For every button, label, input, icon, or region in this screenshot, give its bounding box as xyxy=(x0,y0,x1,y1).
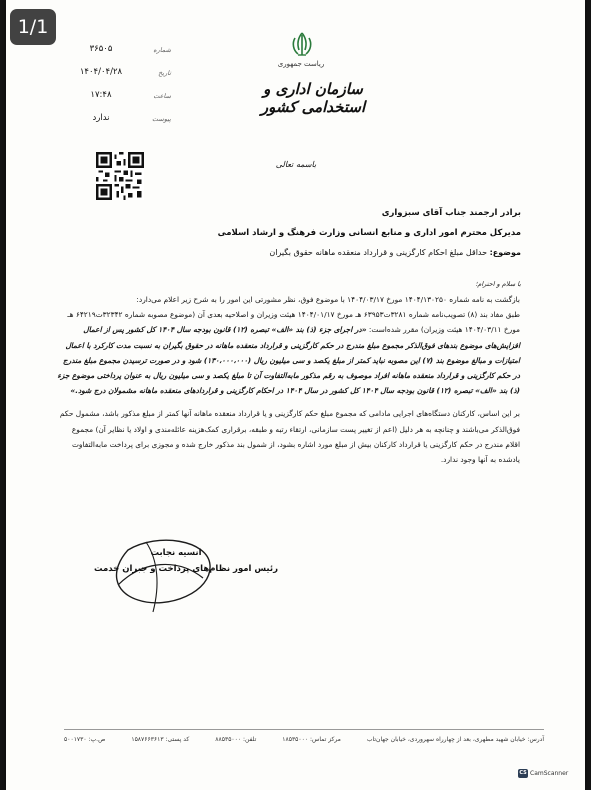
recipient-name: برادر ارجمند جناب آقای سبزواری xyxy=(381,208,521,218)
footer-address: آدرس: خیابان شهید مطهری، بعد از چهارراه سهروردی، خیابان جهان‌تاب xyxy=(366,736,544,743)
letter-attachment-label: پیوست xyxy=(152,115,171,123)
meta-attachment-row xyxy=(66,113,171,136)
organization-name: سازمان اداری و استخدامی کشور xyxy=(260,80,366,116)
footer-postal: کد پستی: ۱۵۸۷۶۶۳۶۱۳ xyxy=(131,736,190,743)
document-page xyxy=(6,0,585,790)
footer-center: مرکز تماس: ۱۸۵۳۵۰۰۰ xyxy=(282,736,341,743)
body-paragraph-2-quote: «در اجرای جزء (ذ) بند «الف» تبصره (۱۲) قانون بودجه سال ۱۴۰۴ کل کشور پس از اعمال افزایش‌های موضوع بندهای فوق‌الذکر مجموع مبلغ مندرج در حکم کارگزینی و قرارداد منعقده ماهانه در حقوق بگیران به نسبت مدت کارکرد با اعمال امتیازات و مبالغ موضوع بند (۷) این مصوبه نباید کمتر از مبلغ یکصد و سی میلیون ریال (۱۳۰،۰۰۰،۰۰۰) شود و در صورت ترسیدن مجموع مبلغ مندرج در حکم کارگزینی و قرارداد منعقده ماهانه افراد موصوف به رقم مذکور مابه‌التفاوت آن تا مبلغ یکصد و سی میلیون ریال به عنوان پرداختی موضوع جزء (ذ) بند «الف» تبصره (۱۲) قانون بودجه سال ۱۴۰۴ کل کشور در سال ۱۴۰۴ در احکام کارگزینی و قراردادهای منعقده ماهانه مشمولان درج شود.» xyxy=(57,325,520,396)
letter-time-label: ساعت xyxy=(153,92,171,100)
handwritten-signature-icon xyxy=(98,530,228,620)
president-line: ریاست جمهوری xyxy=(277,60,325,68)
footer-divider xyxy=(64,729,544,730)
signer-name: انسیه نجابت xyxy=(150,548,202,558)
camscanner-badge xyxy=(518,769,568,778)
subject-text: حداقل مبلغ احکام کارگزینی و قرارداد منعقده ماهانه حقوق بگیران xyxy=(269,248,488,257)
meta-time-row xyxy=(66,90,171,113)
body-paragraph-3: بر این اساس، کارکنان دستگاه‌های اجرایی مادامی که مجموع مبلغ حکم کارگزینی و یا قرارداد منعقده ماهانه آنها کمتر از مبلغ مذکور باشد، مشمول حکم فوق‌الذکر می‌باشند و چنانچه به هر دلیل (اعم از تغییر پست سازمانی، ارتقاء رتبه و طبقه، برقراری کمک‌هزینه عائله‌مندی و اولاد یا نظایر آن) مجموع اقلام مندرج در حکم کارگزینی یا قرارداد کارکنان بیش از مبلغ مورد اشاره بشود، از شمول بند مذکور خارج شده و مجوزی برای پرداخت مابه‌التفاوت یادشده به آنها وجود ندارد. xyxy=(59,409,520,465)
footer-web: ص.پ: ۵۰۰۱۷۳۰ xyxy=(64,736,106,743)
footer-phone: تلفن: ۸۸۵۳۵۰۰۰ xyxy=(215,736,257,743)
letter-number: ۳۶۵۰۵ xyxy=(89,44,113,54)
body-paragraph-2 xyxy=(56,307,520,398)
qr-code-icon xyxy=(96,152,144,200)
letter-footer xyxy=(64,736,544,743)
heading-bismillah: باسمه تعالی xyxy=(275,160,317,169)
letter-body xyxy=(56,292,520,467)
recipient-title: مدیرکل محترم امور اداری و منابع انسانی وزارت فرهنگ و ارشاد اسلامی xyxy=(217,228,521,238)
camscanner-logo-icon: CS xyxy=(519,770,527,776)
camscanner-label: CamScanner xyxy=(530,770,569,777)
meta-date-row xyxy=(66,67,171,90)
subject-label: موضوع: xyxy=(489,248,521,257)
page-counter: 1/1 xyxy=(10,9,56,45)
letter-metadata xyxy=(66,44,171,136)
meta-number-row xyxy=(66,44,171,67)
letter-date-label: تاریخ xyxy=(158,69,171,77)
letter-time: ۱۷:۴۸ xyxy=(90,90,112,100)
greeting: با سلام و احترام؛ xyxy=(475,280,521,288)
body-paragraph-2-intro: طبق مفاد بند (۸) تصویب‌نامه شماره ۳۲۸۱ت۶۳۹۵۳ هـ مورخ ۱۴۰۴/۰۱/۱۷ هیئت وزیران و اصلاحیه بعدی آن (موضوع مصوبه شماره ۳۲۳۴۲ت۶۴۲۱۹ هـ مورخ ۱۴۰۴/۰۳/۱۱ هیئت وزیران) مقرر شده‌است: xyxy=(67,310,520,335)
signer-title: رئیس امور نظام‌های پرداخت و جبران خدمت xyxy=(93,564,278,574)
letter-attachment: ندارد xyxy=(92,113,110,123)
iran-emblem-icon xyxy=(289,30,315,58)
letter-date: ۱۴۰۴/۰۴/۲۸ xyxy=(79,67,123,77)
letter-number-label: شماره xyxy=(153,46,171,54)
subject-line xyxy=(61,248,521,257)
body-paragraph-1: بازگشت به نامه شماره ۱۴۰۴/۱۳۰۲۵۰ مورخ ۱۴۰۴/۰۳/۱۷ با موضوع فوق، نظر مشورتی این امور را به شرح زیر اعلام می‌دارد: xyxy=(136,295,520,304)
